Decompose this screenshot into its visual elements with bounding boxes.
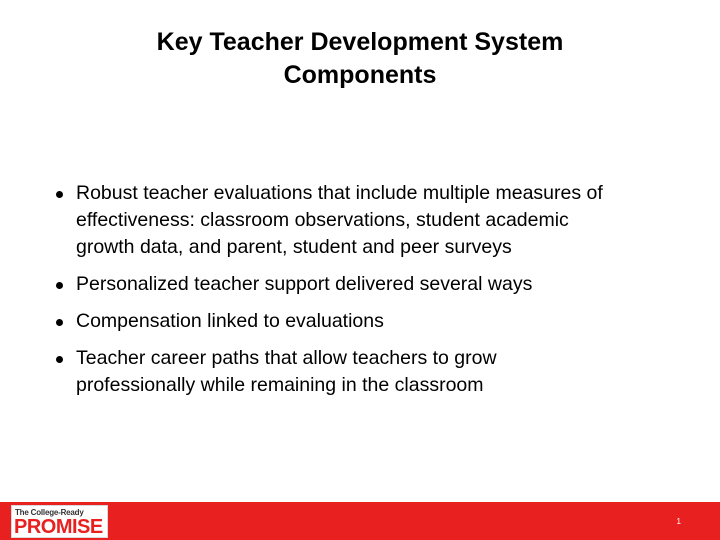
bullet-line: Robust teacher evaluations that include multiple measures of (76, 182, 603, 204)
college-ready-promise-logo (11, 505, 108, 538)
footer-bar (0, 502, 720, 540)
slide-title-line-1: Key Teacher Development System (156, 28, 564, 56)
bullet-line: growth data, and parent, student and peer surveys (76, 236, 512, 258)
bullet-line: Teacher career paths that allow teachers to grow (76, 347, 497, 369)
logo-tagline: The College-Ready (15, 508, 84, 517)
bullet-dot-icon (56, 282, 63, 289)
logo-wordmark: PROMISE (14, 516, 103, 538)
bullet-dot-icon (56, 191, 63, 198)
bullet-line: effectiveness: classroom observations, student academic (76, 209, 569, 231)
page-number: 1 (676, 517, 681, 526)
bullet-line: Compensation linked to evaluations (76, 310, 384, 332)
bullet-item (52, 180, 682, 261)
bullet-dot-icon (56, 356, 63, 363)
bullet-item (52, 308, 682, 335)
bullet-list (52, 180, 682, 409)
slide-title-line-2: Components (283, 61, 437, 89)
bullet-item (52, 345, 682, 399)
bullet-item (52, 271, 682, 298)
bullet-line: professionally while remaining in the classroom (76, 374, 484, 396)
bullet-line: Personalized teacher support delivered several ways (76, 273, 533, 295)
slide-title (0, 26, 720, 92)
bullet-dot-icon (56, 319, 63, 326)
